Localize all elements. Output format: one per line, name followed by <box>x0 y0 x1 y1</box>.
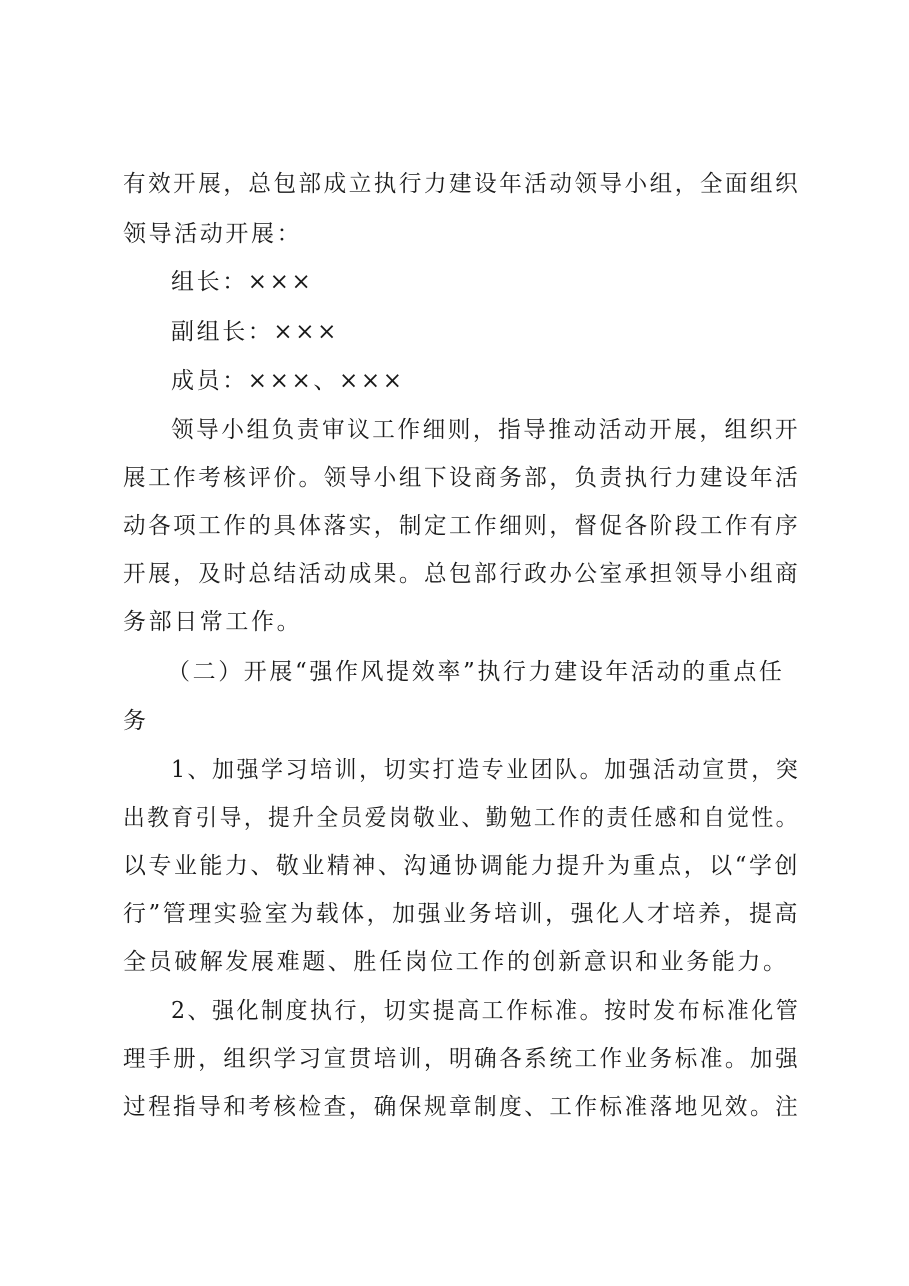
text-line: 开展，及时总结活动成果。总包部行政办公室承担领导小组商 <box>123 561 801 587</box>
text-line: 行”管理实验室为载体，加强业务培训，强化人才培养，提高 <box>123 901 800 927</box>
text-line: 领导小组负责审议工作细则，指导推动活动开展，组织开 <box>171 417 800 443</box>
text-line: 务部日常工作。 <box>123 609 303 635</box>
text-line: 成员：×××、××× <box>171 368 405 394</box>
text-line: 过程指导和考核检查，确保规章制度、工作标准落地见效。注 <box>123 1094 801 1120</box>
text-line: 2、强化制度执行，切实提高工作标准。按时发布标准化管 <box>171 998 801 1024</box>
section-heading-continued: 务 <box>123 708 149 734</box>
text-line: 动各项工作的具体落实，制定工作细则，督促各阶段工作有序 <box>123 513 801 539</box>
text-line: 副组长：××× <box>171 319 340 345</box>
text-line: 组长：××× <box>171 269 314 295</box>
section-heading: （二）开展“强作风提效率”执行力建设年活动的重点任 <box>167 659 785 685</box>
text-line: 领导活动开展： <box>123 221 303 247</box>
text-line: 1、加强学习培训，切实打造专业团队。加强活动宣贯，突 <box>171 757 801 783</box>
text-line: 全员破解发展难题、胜任岗位工作的创新意识和业务能力。 <box>123 949 789 975</box>
text-line: 理手册，组织学习宣贯培训，明确各系统工作业务标准。加强 <box>123 1046 801 1072</box>
text-line: 出教育引导，提升全员爱岗敬业、勤勉工作的责任感和自觉性。 <box>123 805 800 831</box>
text-line: 以专业能力、敬业精神、沟通协调能力提升为重点，以“学创 <box>123 853 800 879</box>
text-line: 展工作考核评价。领导小组下设商务部，负责执行力建设年活 <box>123 465 801 491</box>
text-line: 有效开展，总包部成立执行力建设年活动领导小组，全面组织 <box>123 171 801 197</box>
